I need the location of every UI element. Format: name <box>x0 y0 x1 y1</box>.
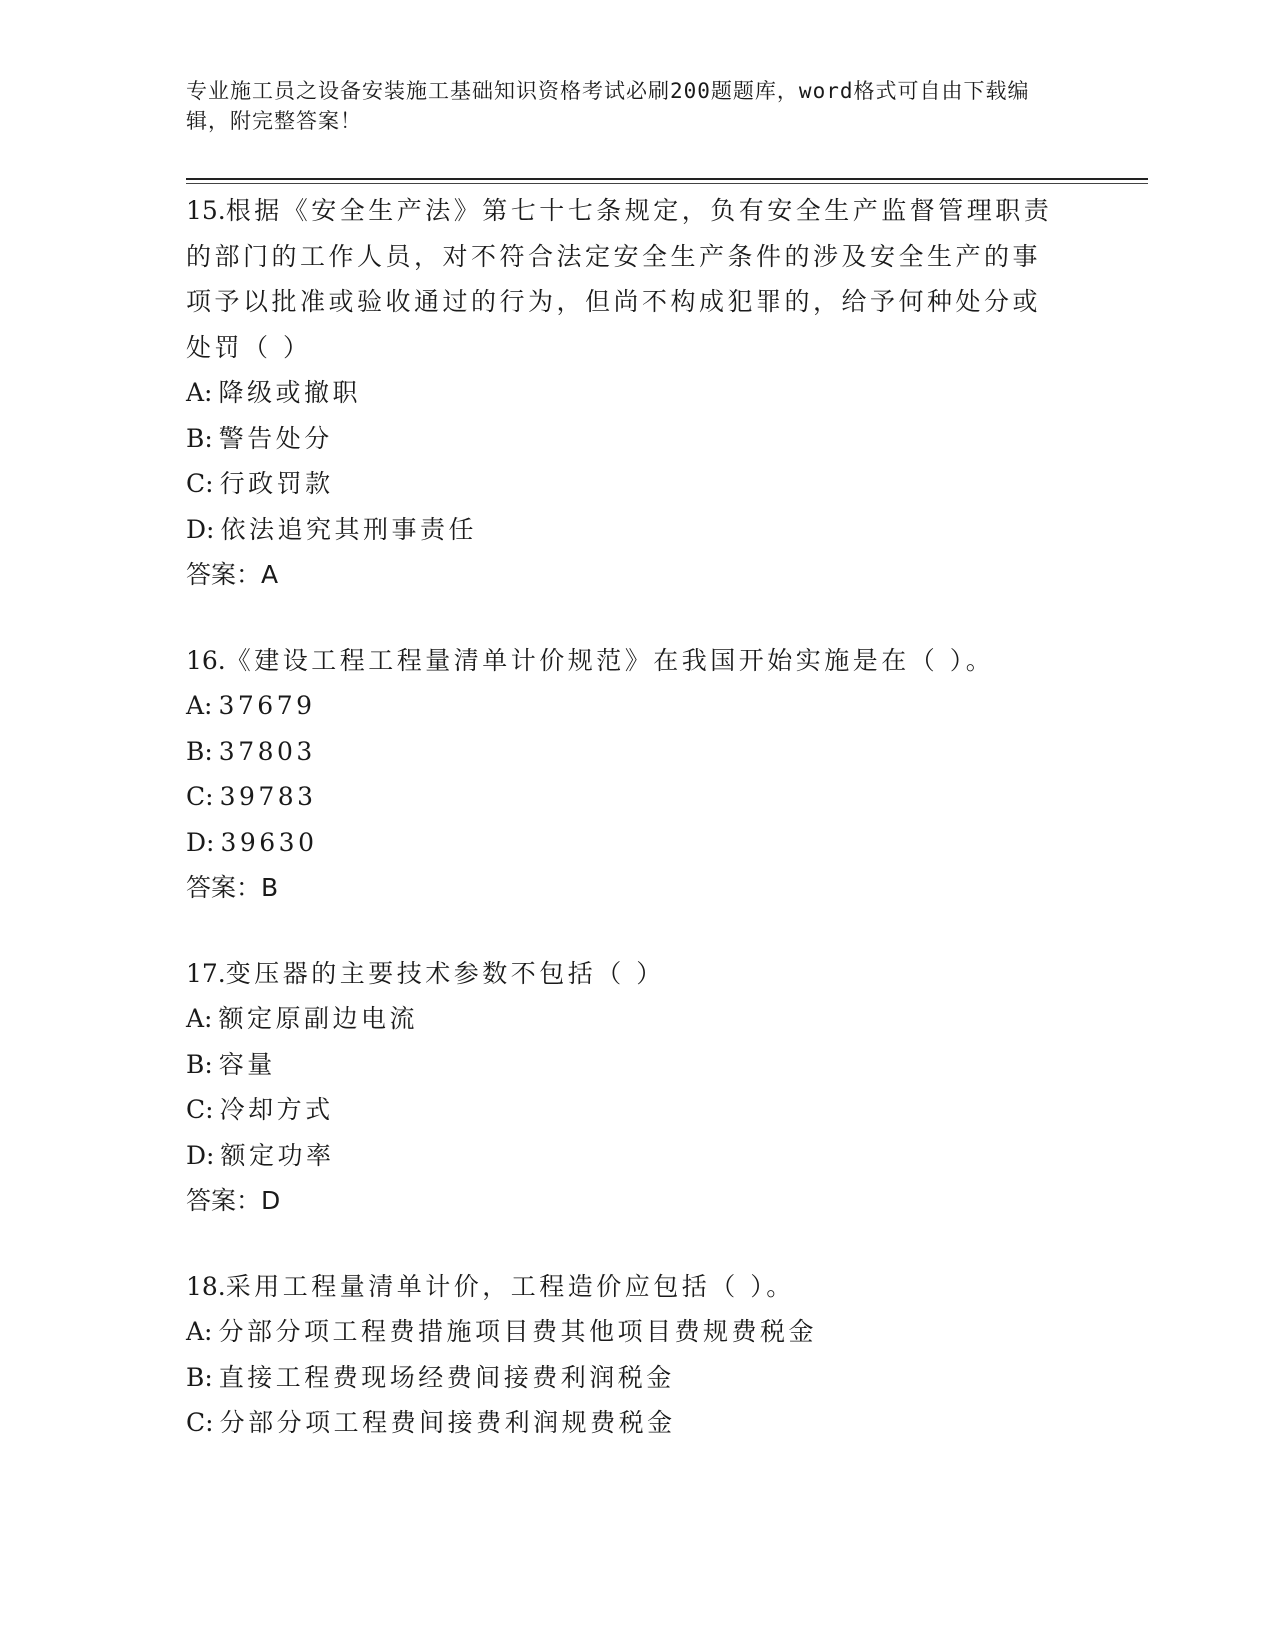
option-c <box>186 461 1086 507</box>
option-letter: B: <box>186 1049 213 1079</box>
question-text: 变压器的主要技术参数不包括（ ） <box>225 958 665 988</box>
option-letter: A: <box>186 1317 213 1346</box>
answer-label: 答案： <box>186 560 262 589</box>
question-text: 根据《安全生产法》第七十七条规定，负有安全生产监督管理职责的部门的工作人员，对不符合法定安全生产条件的涉及安全生产的事项予以批准或验收通过的行为，但尚不构成犯罪的，给予何种处分或处罚（ ） <box>186 196 1053 362</box>
option-letter: C: <box>186 782 214 811</box>
question-stem <box>186 951 1066 997</box>
question-stem <box>186 638 1066 684</box>
answer-label: 答案： <box>186 873 262 902</box>
option-text: 分部分项工程费措施项目费其他项目费规费税金 <box>218 1317 817 1346</box>
question-16 <box>186 638 1086 911</box>
question-17 <box>186 951 1086 1224</box>
option-text: 39783 <box>219 782 317 811</box>
option-text: 容量 <box>218 1049 276 1079</box>
option-text: 依法追究其刑事责任 <box>220 514 477 544</box>
answer-line <box>186 1178 1086 1224</box>
option-a <box>186 370 1086 416</box>
option-text: 37679 <box>218 691 316 720</box>
option-letter: C: <box>186 1095 214 1124</box>
question-number: 18. <box>186 1271 226 1301</box>
question-number: 16. <box>186 645 226 675</box>
question-18 <box>186 1264 1086 1446</box>
question-text: 《建设工程工程量清单计价规范》在我国开始实施是在（ ）。 <box>225 645 995 675</box>
document-header: 专业施工员之设备安装施工基础知识资格考试必刷200题题库，word格式可自由下载编辑，附完整答案！ <box>186 79 1030 133</box>
question-number: 17. <box>186 958 226 988</box>
option-a <box>186 683 1086 729</box>
question-number: 15. <box>186 196 226 225</box>
option-letter: D: <box>186 514 215 544</box>
option-text: 直接工程费现场经费间接费利润税金 <box>218 1362 675 1392</box>
header-rule-thin <box>186 183 1148 184</box>
option-c <box>186 1400 1086 1446</box>
option-text: 行政罚款 <box>219 469 334 498</box>
option-b <box>186 729 1086 775</box>
answer-line <box>186 865 1086 911</box>
option-a <box>186 1309 1086 1355</box>
option-c <box>186 774 1086 820</box>
option-b <box>186 416 1086 462</box>
question-stem <box>186 188 1066 370</box>
option-letter: A: <box>186 378 213 407</box>
option-d <box>186 1133 1086 1179</box>
option-letter: B: <box>186 1362 213 1392</box>
option-d <box>186 507 1086 553</box>
option-letter: D: <box>186 1140 215 1170</box>
option-a <box>186 996 1086 1042</box>
question-list <box>186 188 1086 1486</box>
answer-value: A <box>261 560 279 589</box>
answer-label: 答案： <box>186 1186 262 1215</box>
option-letter: A: <box>186 691 213 720</box>
option-b <box>186 1042 1086 1088</box>
option-text: 警告处分 <box>218 423 333 453</box>
option-letter: A: <box>186 1004 213 1033</box>
option-letter: B: <box>186 423 213 453</box>
option-text: 39630 <box>220 827 318 857</box>
option-text: 分部分项工程费间接费利润规费税金 <box>219 1408 676 1437</box>
answer-value: B <box>261 873 279 902</box>
option-letter: B: <box>186 736 213 766</box>
option-b <box>186 1355 1086 1401</box>
option-text: 37803 <box>218 736 316 766</box>
option-d <box>186 820 1086 866</box>
answer-value: D <box>261 1186 281 1215</box>
question-stem <box>186 1264 1066 1310</box>
header-rule-thick <box>186 178 1148 180</box>
option-text: 降级或撤职 <box>218 378 361 407</box>
option-text: 额定功率 <box>220 1140 335 1170</box>
option-c <box>186 1087 1086 1133</box>
option-letter: D: <box>186 827 215 857</box>
question-text: 采用工程量清单计价，工程造价应包括（ ）。 <box>225 1271 795 1301</box>
option-text: 额定原副边电流 <box>218 1004 418 1033</box>
question-15 <box>186 188 1086 598</box>
option-letter: C: <box>186 469 214 498</box>
option-letter: C: <box>186 1408 214 1437</box>
answer-line <box>186 552 1086 598</box>
option-text: 冷却方式 <box>219 1095 334 1124</box>
